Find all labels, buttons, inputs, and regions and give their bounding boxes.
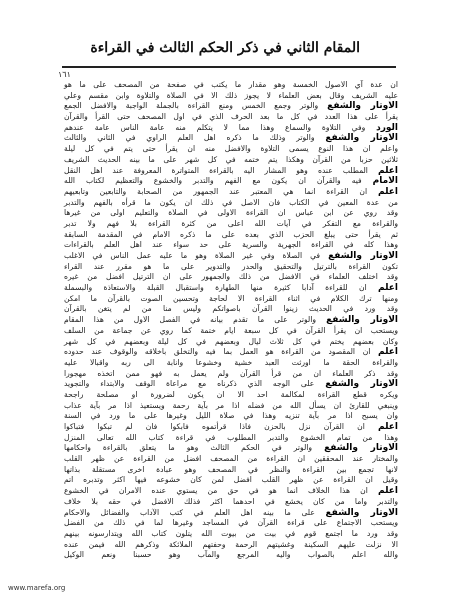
text-line: الورد وفي التلاوة والسماع وهذا مما لا يتكلم منه عامة الناس عامة عندهم — [64, 122, 398, 133]
text-line: وقيل ان القراءة عن ظهر القلب افضل لمن كان خشوعه فيها اكثر وتدبره اتم — [64, 475, 398, 485]
text-line: والقراءة الحقة ما اورثت العبد خشية وخشوعا وانابة الى ربه واقبالا عليه — [64, 357, 398, 367]
text-line: اعلم المطلب عنده وهو المشار اليه بالقراءة المتواترة المعروفة عند اهل النقل — [64, 165, 398, 176]
emphasized-word: اعلم — [378, 486, 398, 497]
emphasized-word: الاوتار والشفع — [324, 443, 399, 454]
text-line: واعلم ان هذا النوع يسمى التلاوة والافضل منه ان يقرأ حتى يتم في كل ليلة — [64, 144, 398, 154]
text-line: ان عدة آي الاصول الخمسة وهو مقدار ما يكتب في صفحة من المصحف على ما هو — [64, 80, 398, 89]
text-line: اعلم ان القرآن نزل بالحزن فاذا قرأتموه فابكوا فان لم تبكوا فتباكوا — [64, 422, 398, 432]
emphasized-word: اعلم — [378, 283, 398, 294]
text-line: والمختار عند المحققين ان القراءة من المصحف افضل من القراءة عن ظهر القلب — [64, 454, 398, 464]
text-line: الاوتار والشفع والوتر وجمع الخمس ومنع القراءة بالجملة الواجبة والافضل الجمع — [64, 101, 399, 112]
text-line: ويستحب ان يقرأ القرآن في كل سبعة ايام ختمة كما روي عن جماعة من السلف — [64, 325, 398, 335]
text-line: والله اعلم بالصواب واليه المرجع والمآب وهو حسبنا ونعم الوكيل — [64, 550, 398, 560]
text-line: الاوتار والشفع والوتر على ما تقدم بيانه في الفصل الاول من هذا المقام — [64, 315, 399, 326]
emphasized-word: اعلم — [378, 422, 398, 432]
emphasized-word: اعلم — [378, 165, 398, 176]
text-line: وهذا من تمام الخشوع والتدبر المطلوب في قراءة كتاب الله تعالى المنزل — [64, 432, 398, 442]
text-line: وقد ورد في الحديث زينوا القرآن باصواتكم وليس منا من لم يتغن بالقرآن — [64, 304, 398, 314]
text-line: يقرأ على هذا العدد في كل ما بعد الحرف الذي في اول المصحف حتى القرأ والقرآن — [64, 112, 398, 122]
page-title: المقام الثاني في ذكر الحكم الثالث في القراءة — [90, 40, 360, 56]
text-line: وقد ورد ما اجتمع قوم في بيت من بيوت الله يتلون كتاب الله ويتدارسونه بينهم — [64, 528, 398, 538]
emphasized-word: اعلم — [378, 186, 398, 197]
header-divider — [62, 66, 396, 68]
text-line: اعلم ان للقراءة آدابا كثيرة منها الطهارة واستقبال القبلة والاستعاذة والبسملة — [64, 283, 398, 294]
text-line: الاوتار والشفع والوتر وذلك ما ذكره اهل العلم الراوي في الثاني والثالث — [64, 133, 399, 144]
text-line: وهذا كله في القراءة الجهرية والسرية على حد سواء عند اهل العلم بالقراءات — [64, 240, 398, 250]
page-number: ١٦١ — [58, 70, 71, 79]
text-line: ثلاثين حزبا من القرآن وهكذا يتم ختمه في كل شهر على ما بينه الحديث الشريف — [64, 154, 398, 164]
emphasized-word: الاوتار والشفع — [327, 101, 399, 112]
text-line: من عدة المعين في الكتاب فان الاصل في ذلك ان يكون ما قرأه بالفهم والتدبر — [64, 197, 398, 207]
text-line: اعلم ان القراءة انما هي المعتبر عند الجمهور من الصحابة والتابعين وتابعيهم — [64, 186, 398, 197]
text-line: ويستحب الاجتماع على قراءة القرآن في المساجد وغيرها لما في ذلك من الفضل — [64, 518, 398, 528]
site-watermark: www.marefa.org — [8, 584, 66, 592]
emphasized-word: الاوتار والشفع — [326, 315, 399, 326]
text-line: وان يسبح اذا مر بآية تنزيه وهذا في صلاة الليل وغيرها على ما ورد في السنة — [64, 411, 398, 421]
emphasized-word: الاوتار والشفع — [325, 379, 399, 390]
text-line: لانها تجمع بين القراءة والنظر في المصحف وهو عبادة اخرى مستقلة بذاتها — [64, 464, 398, 474]
text-line: وينبغي للقارئ ان يسأل الله من فضله اذا مر بآية رحمة ويستعيذ اذا مر بآية عذاب — [64, 400, 398, 410]
text-line: الاوتار والشفع في الصلاة وفي غير الصلاة وهو ما عليه عمل الناس في الاغلب — [64, 251, 398, 261]
text-line: والتدبر واما من كان يخشع في احدهما اكثر فذلك الافضل في حقه بلا خلاف — [64, 496, 398, 506]
text-line: اعلم ان هذا الخلاف انما هو في حق من يستوي عنده الامران في الخشوع — [64, 486, 398, 497]
text-line: ومنها ترك الكلام في اثناء القراءة الا لحاجة وتحسين الصوت بالقرآن ما امكن — [64, 293, 398, 303]
emphasized-word: الاوتار والشفع — [325, 133, 399, 144]
text-line: وقد ذكر العلماء ان من قرأ القرآن ولم يعمل به فهو ممن اتخذه مهجورا — [64, 368, 398, 378]
main-text-block — [64, 80, 398, 576]
emphasized-word: الورد — [376, 122, 398, 133]
text-line: تكون القراءة بالترتيل والتحقيق والحدر والتدوير على ما هو مقرر عند القراء — [64, 261, 398, 271]
emphasized-word: الاوتار والشفع — [328, 251, 398, 261]
emphasized-word: الامام — [372, 176, 398, 187]
text-line: ويكره قطع القراءة لمكالمة احد الا ان يكون لضرورة او مصلحة راجحة — [64, 389, 398, 399]
text-line: الاوتار والشفع على الوجه الذي ذكرناه مع مراعاة الوقف والابتداء والتجويد — [64, 379, 399, 390]
text-line: الامام فيه والقرآن ان يكون مع الفهم والتدبر والخشوع والتعظيم لكتاب الله — [64, 176, 398, 187]
text-line: الاوتار والشفع والوتر في الحكم الثالث وهو ما يتعلق بالقراءة واحكامها — [64, 443, 399, 454]
text-line: وقد اختلف العلماء في الافضل من ذلك والجمهور على ان الترتيل افضل من غيره — [64, 272, 398, 282]
text-line: وكان بعضهم يختم في كل ثلاث ليال وبعضهم في كل ليلة وبعضهم في كل شهر — [64, 336, 398, 346]
text-line: الا نزلت عليهم السكينة وغشيتهم الرحمة وحفتهم الملائكة وذكرهم الله فيمن عنده — [64, 539, 398, 549]
text-line: وقد روي عن ابن عباس ان القراءة الاولى في الصلاة والتعليم اولى من غيرها — [64, 208, 398, 218]
text-line: عليه الشريف وقال بعض العلماء لا يجوز ذلك الا في الصلاة والتلاوة وابن مقسم وعلي — [64, 90, 398, 100]
text-line: ثم يقرأ حتى يبلغ الحزب الذي بعده على ما ذكره الامام في المقدمة السابقة — [64, 229, 398, 239]
emphasized-word: اعلم — [378, 347, 398, 358]
emphasized-word: الاوتار والشفع — [325, 507, 398, 518]
text-line: والقراءة مع التفكر في آيات الله اعلى من كثرة القراءة بلا فهم ولا تدبر — [64, 218, 398, 228]
text-line: اعلم ان المقصود من القراءة هو العمل بما فيه والتخلق باخلاقه والوقوف عند حدوده — [64, 347, 398, 358]
text-line: الاوتار والشفع على ما بينه اهل العلم في كتب الآداب والفضائل والاحكام — [64, 507, 398, 518]
